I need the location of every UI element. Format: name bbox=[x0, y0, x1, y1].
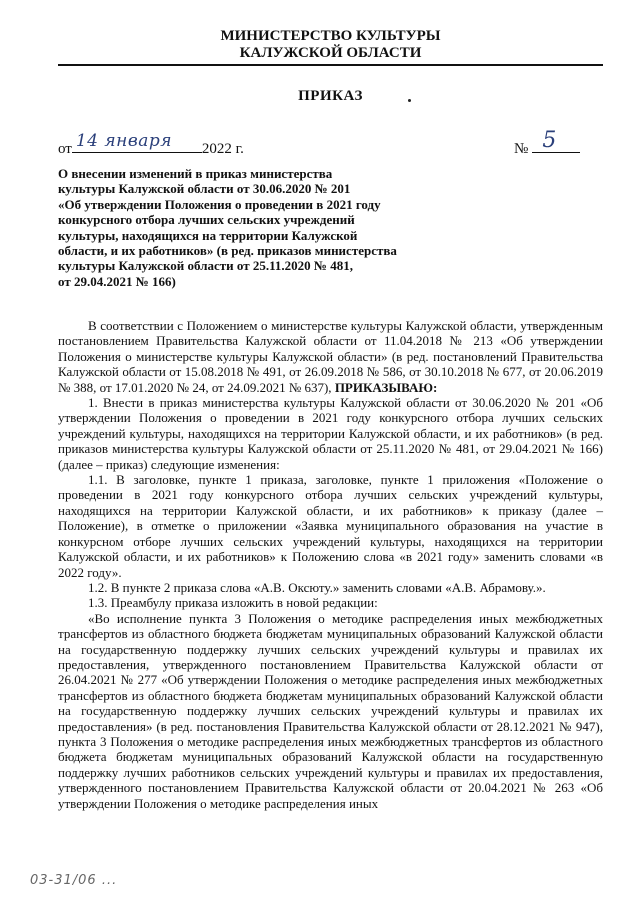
body-paragraph: «Во исполнение пункта 3 Положения о методике распределения иных межбюджетных трансфертов из областного бюджета бюджетам муниципальных образований Калужской области на государственную поддержку лучших сельских учреждений культуры и правилах их предоставления, утвержденного постановлением Правительства Калужской области от 26.04.2021 № 277 «Об утверждении Положения о методике распределения иных межбюджетных трансфертов из областного бюджета бюджетам муниципальных образований Калужской области на государственную поддержку лучших сельских учреждений культуры и правилах их предоставления» (в ред. постановления Правительства Калужской области от 28.12.2021 № 947), пункта 3 Положения о методике распределения иных межбюджетных трансфертов из областного бюджета бюджетам муниципальных образований Калужской области на государственную поддержку лучших работников сельских учреждений культуры и правилах их предоставления, утвержденного постановлением Правительства Калужской области от 20.04.2021 № 263 «Об утверждении Положения о методике распределения иных bbox=[58, 610, 603, 811]
footer-handwritten-mark: 03-31/06 ... bbox=[30, 873, 118, 888]
handwritten-number: 5 bbox=[542, 128, 557, 153]
body-paragraph: 1.1. В заголовке, пункте 1 приказа, заголовке, пункте 1 приложения «Положение о проведении в 2021 году конкурсного отбора лучших сельских учреждений культуры, находящихся на территории Калужской области, и их работников» к приказу (далее – Положение), в отметке о приложении «Заявка муниципального образования на участие в конкурсном отборе лучших сельских учреждений культуры, находящихся на территории Калужской области, и их работников» к Положению слова «в 2021 году» заменить словами «в 2022 году». bbox=[58, 472, 603, 580]
subject-line: от 29.04.2021 № 166) bbox=[58, 273, 176, 289]
subject-line: культуры Калужской области от 30.06.2020 № 201 bbox=[58, 181, 351, 197]
body-paragraph bbox=[58, 318, 603, 395]
body-paragraph: 1.2. В пункте 2 приказа слова «А.В. Оксюту.» заменить словами «А.В. Абрамову.». bbox=[88, 579, 546, 595]
number-fill bbox=[532, 128, 580, 153]
subject-line: области, и их работников» (в ред. приказов министерства bbox=[58, 243, 397, 259]
header-divider bbox=[58, 64, 603, 66]
date-suffix: 2022 г. bbox=[201, 141, 244, 157]
document-body bbox=[58, 318, 603, 811]
subject-line: О внесении изменений в приказ министерства bbox=[58, 166, 333, 181]
handwritten-date: 14 января bbox=[75, 131, 173, 151]
ministry-name-line2: КАЛУЖСКОЙ ОБЛАСТИ bbox=[239, 45, 422, 61]
date-line bbox=[58, 131, 244, 158]
order-keyword: ПРИКАЗЫВАЮ: bbox=[334, 379, 438, 395]
subject-line: «Об утверждении Положения о проведении в 2021 году bbox=[58, 196, 381, 212]
subject-line: конкурсного отбора лучших сельских учреждений bbox=[58, 212, 355, 228]
number-prefix: № bbox=[514, 141, 529, 157]
number-line bbox=[514, 128, 580, 158]
preamble-text: В соответствии с Положением о министерстве культуры Калужской области, утвержденным постановлением Правительства Калужской области от 11.04.2018 № 213 «Об утверждении Положения о министерстве культуры Калужской области» (в ред. постановлений Правительства Калужской области от 15.08.2018 № 491, от 26.09.2018 № 586, от 30.10.2018 № 677, от 20.06.2019 № 388, от 17.01.2020 № 24, от 24.09.2021 № 637), bbox=[58, 318, 603, 395]
subject-block bbox=[58, 166, 438, 289]
document-title: ПРИКАЗ bbox=[298, 88, 363, 104]
date-fill bbox=[72, 131, 202, 153]
subject-line: культуры, находящихся на территории Калужской bbox=[58, 227, 358, 243]
ministry-name-line1: МИНИСТЕРСТВО КУЛЬТУРЫ bbox=[220, 28, 441, 44]
ink-dot bbox=[408, 99, 411, 102]
date-prefix: от bbox=[58, 141, 72, 157]
body-paragraph: 1.3. Преамбулу приказа изложить в новой редакции: bbox=[88, 595, 378, 611]
subject-line: культуры Калужской области от 25.11.2020 № 481, bbox=[58, 258, 353, 274]
body-paragraph: 1. Внести в приказ министерства культуры Калужской области от 30.06.2020 № 201 «Об утверждении Положения о проведении в 2021 году конкурсного отбора лучших сельских учреждений культуры, находящихся на территории Калужской области, и их работников» (в ред. приказов министерства культуры Калужской области от 25.11.2020 № 481, от 29.04.2021 № 166) (далее – приказ) следующие изменения: bbox=[58, 395, 603, 472]
